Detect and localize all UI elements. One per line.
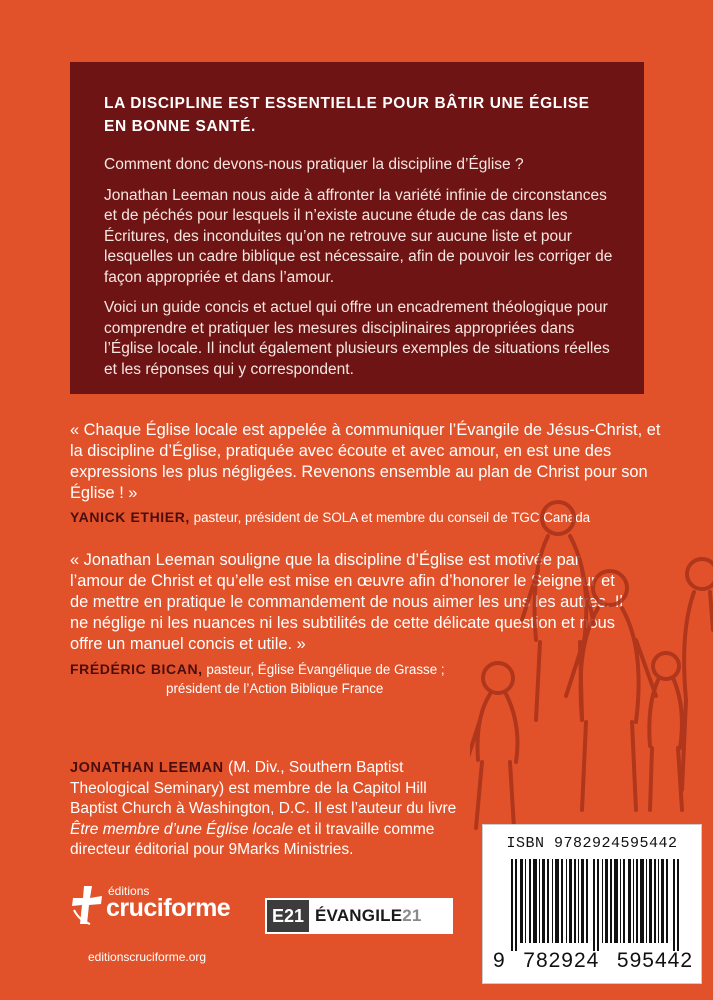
- endorser-name: YANICK ETHIER,: [70, 509, 190, 525]
- summary-paragraph-1: Jonathan Leeman nous aide à affronter la variété infinie de circonstances et de péchés pour lesquels il n’existe aucune étude de cas dans les Écritures, des inconduites qu’on ne retrouve sur aucune liste et pour lesquelles un cadre biblique est nécessaire, afin de pouvoir les corriger de façon appropriée et dans l’amour.: [104, 186, 613, 286]
- e21-badge: E21: [267, 900, 309, 932]
- e21-number: 21: [402, 906, 422, 925]
- evangile21-logo: [265, 898, 453, 934]
- barcode-digits: 9 782924 595442: [493, 949, 693, 972]
- summary-question: Comment donc devons-nous pratiquer la discipline d’Église ?: [104, 156, 524, 173]
- endorser-name: FRÉDÉRIC BICAN,: [70, 661, 203, 677]
- publisher-prefix: éditions: [108, 884, 150, 898]
- headline: LA DISCIPLINE EST ESSENTIELLE POUR BÂTIR UNE ÉGLISE EN BONNE SANTÉ.: [104, 95, 590, 135]
- endorser-role: pasteur, président de SOLA et membre du conseil de TGC Canada: [193, 510, 591, 525]
- endorser-role: pasteur, Église Évangélique de Grasse ;: [206, 662, 445, 677]
- endorsement-quote-1: « Chaque Église locale est appelée à communiquer l’Évangile de Jésus-Christ, et la discipline d’Église, pratiquée avec écoute et avec amour, en est une des expressions les plus négligées. Revenons ensemble au plan de Christ pour son Église ! »: [70, 421, 661, 502]
- publisher-website: editionscruciforme.org: [88, 950, 207, 964]
- book-title: Être membre d’une Église locale: [70, 820, 294, 838]
- endorser-role-line-2: président de l’Action Biblique France: [166, 681, 384, 696]
- endorsement-attribution-2: [70, 660, 445, 679]
- author-name: JONATHAN LEEMAN: [70, 760, 224, 776]
- publisher-name: cruciforme: [106, 894, 231, 922]
- author-bio: JONATHAN LEEMAN (M. Div., Southern Baptist Theological Seminary) est membre de la Capitol Hill Baptist Church à Washington, D.C. Il est l’auteur du livre Être membre d’une Église locale et il travaille comme directeur éditorial pour 9Marks Ministries.: [70, 759, 457, 858]
- barcode-bars: [511, 859, 681, 951]
- people-sketch-illustration: [470, 470, 713, 830]
- endorsement-quote-2: « Jonathan Leeman souligne que la discipline d’Église est motivée par l’amour de Christ et qu’elle est mise en œuvre afin d’honorer le Seigneur et de mettre en pratique le commandement de nous aimer les uns les autres. Il ne néglige ni les nuances ni les subtilités de cette délicate question et nous offre un manuel concis et utile. »: [70, 551, 624, 653]
- isbn-label: ISBN 9782924595442: [506, 835, 678, 852]
- publisher-logo: [70, 878, 240, 928]
- summary-paragraph-2: Voici un guide concis et actuel qui offre un encadrement théologique pour comprendre et pratiquer les mesures disciplinaires appropriées dans l’Église locale. Il inclut également plusieurs exemples de situations réelles et les réponses qui y correspondent.: [104, 299, 610, 378]
- cross-flame-icon: [70, 884, 104, 926]
- e21-name: ÉVANGILE: [315, 906, 403, 925]
- barcode: [482, 824, 702, 984]
- summary-box: [70, 62, 644, 394]
